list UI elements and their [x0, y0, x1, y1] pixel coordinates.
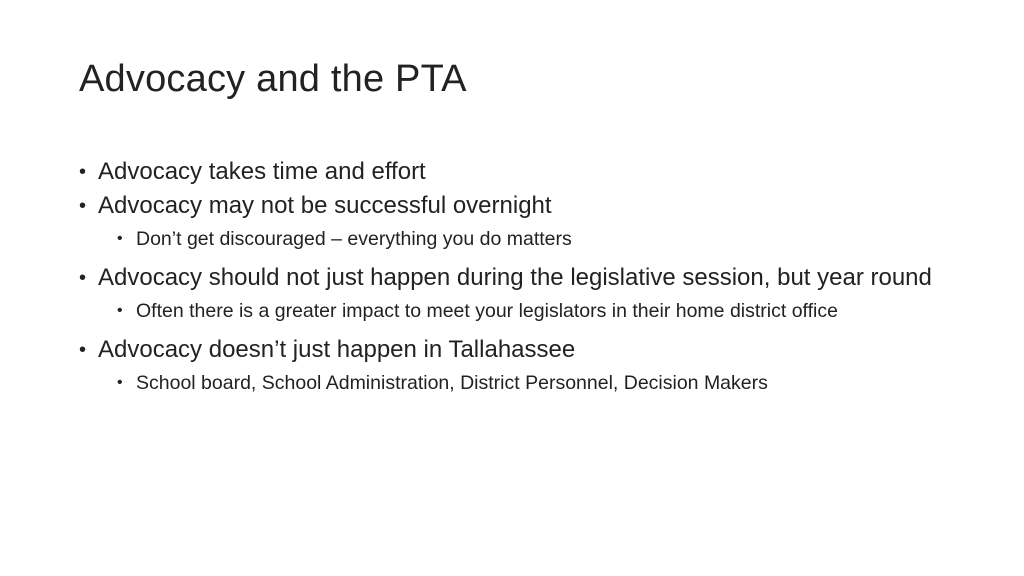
- sub-bullet-text: School board, School Administration, District Personnel, Decision Makers: [136, 372, 768, 394]
- bullet-item: [79, 190, 939, 222]
- bullet-icon: •: [79, 161, 87, 183]
- bullet-text: Advocacy should not just happen during the legislative session, but year round: [98, 264, 932, 291]
- bullet-icon: •: [79, 339, 87, 361]
- sub-bullet-item: [79, 225, 939, 253]
- bullet-text: Advocacy takes time and effort: [98, 158, 426, 185]
- bullet-text: Advocacy doesn’t just happen in Tallahassee: [98, 336, 576, 363]
- sub-bullet-text: Don’t get discouraged – everything you do matters: [136, 228, 572, 250]
- bullet-icon: •: [79, 267, 87, 289]
- bullet-item: [79, 156, 939, 188]
- sub-bullet-icon: •: [117, 374, 123, 391]
- bullet-text: Advocacy may not be successful overnight: [98, 192, 552, 219]
- bullet-icon: •: [79, 195, 87, 217]
- bullet-item: [79, 334, 939, 366]
- sub-bullet-icon: •: [117, 302, 123, 319]
- sub-bullet-item: [79, 297, 939, 325]
- slide-title: Advocacy and the PTA: [79, 58, 467, 100]
- sub-bullet-item: [79, 369, 939, 397]
- bullet-list: [79, 156, 939, 406]
- sub-bullet-icon: •: [117, 230, 123, 247]
- sub-bullet-text: Often there is a greater impact to meet your legislators in their home district office: [136, 300, 838, 322]
- bullet-item: [79, 262, 939, 294]
